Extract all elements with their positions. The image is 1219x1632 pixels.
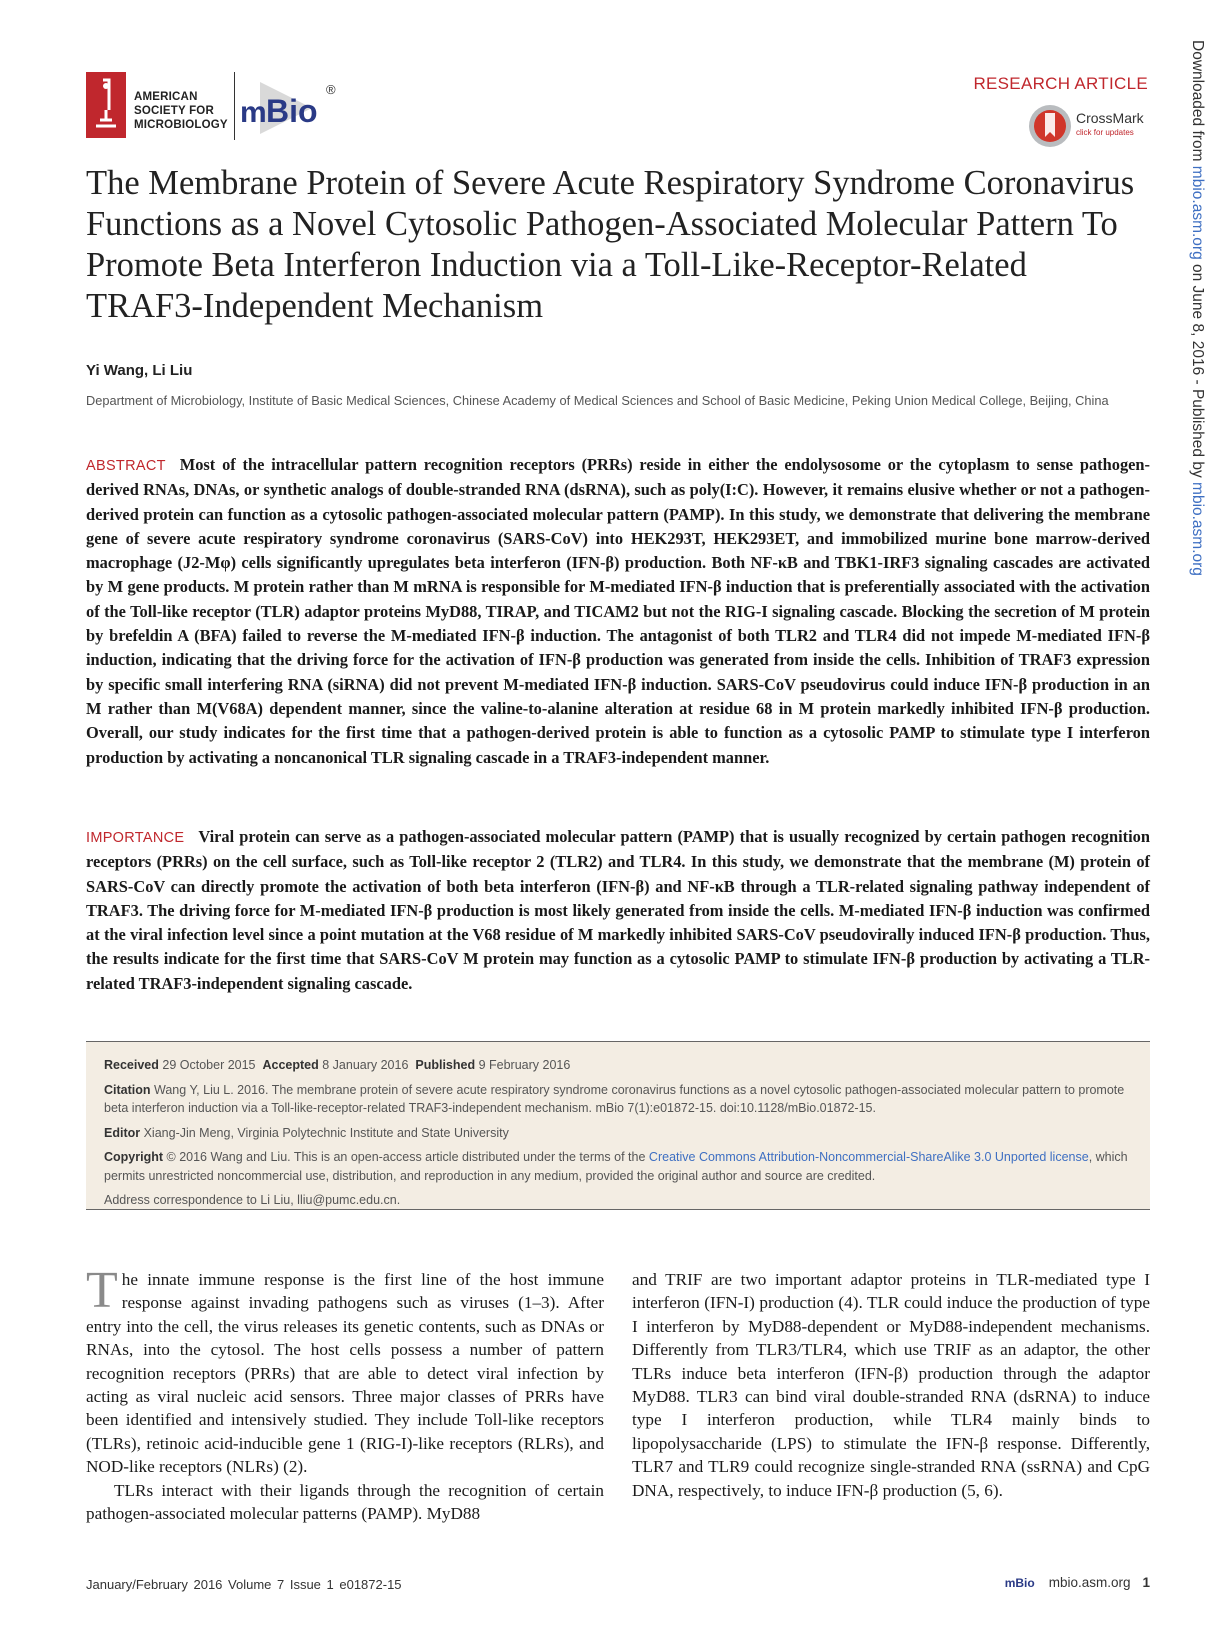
registered-mark: ® (326, 82, 336, 97)
abstract (86, 453, 1150, 770)
editor-text: Xiang-Jin Meng, Virginia Polytechnic Institute and State University (143, 1125, 509, 1140)
correspondence-row: Address correspondence to Li Liu, lliu@pumc.edu.cn. (104, 1193, 401, 1207)
editor-row (104, 1124, 1132, 1143)
mbio-logo (240, 78, 328, 141)
svg-text:m: m (240, 96, 267, 129)
accepted-date: 8 January 2016 (322, 1058, 409, 1072)
footer-right (1005, 1575, 1150, 1590)
affiliation: Department of Microbiology, Institute of Basic Medical Sciences, Chinese Academy of Medical Sciences and School of Basic Medicine, Peking Union Medical College, Beijing, China (86, 393, 1109, 408)
body-column-right (632, 1268, 1150, 1502)
citation-label: Citation (104, 1082, 151, 1097)
crossmark-sublabel[interactable]: click for updates (1076, 128, 1134, 137)
body-paragraph (86, 1262, 604, 1479)
crossmark-label[interactable]: CrossMark (1076, 110, 1144, 126)
importance (86, 825, 1150, 996)
citation-row (104, 1081, 1132, 1118)
abstract-text: Most of the intracellular pattern recognition receptors (PRRs) reside in either the endolysosome or the cytoplasm to sense pathogen-derived RNAs, DNAs, or synthetic analogs of double-stranded RNA (dsRNA), such as poly(I:C). However, it remains elusive whether or not a pathogen-derived protein can function as a cytosolic pathogen-associated molecular pattern (PAMP). In this study, we demonstrate that delivering the membrane gene of severe acute respiratory syndrome coronavirus (SARS-CoV) into HEK293T, HEK293ET, and immobilized murine bone marrow-derived macrophage (J2-Mφ) cells significantly upregulates beta interferon (IFN-β) production. Both NF-κB and TBK1-IRF3 signaling cascades are activated by M gene products. M protein rather than M mRNA is responsible for M-mediated IFN-β induction that is preferentially associated with the activation of the Toll-like receptor (TLR) adaptor proteins MyD88, TIRAP, and TICAM2 but not the RIG-I signaling cascade. Blocking the secretion of M protein by brefeldin A (BFA) failed to reverse the M-mediated IFN-β induction. The antagonist of both TLR2 and TLR4 did not impede M-mediated IFN-β induction, indicating that the driving force for the activation of IFN-β production was generated from inside the cells. Inhibition of TRAF3 expression by specific small interfering RNA (siRNA) did not prevent M-mediated IFN-β induction. SARS-CoV pseudovirus could induce IFN-β production in an M rather than M(V68A) dependent manner, since the valine-to-alanine alteration at residue 68 in M protein markedly inhibited IFN-β production. Overall, our study indicates for the first time that a pathogen-derived protein is able to function as a cytosolic PAMP to stimulate type I interferon production by activating a noncanonical TLR signaling cascade in a TRAF3-independent manner. (86, 455, 1150, 767)
footer-site[interactable]: mbio.asm.org (1048, 1575, 1131, 1590)
page-number: 1 (1142, 1575, 1150, 1590)
editor-label: Editor (104, 1125, 141, 1140)
license-link[interactable]: Creative Commons Attribution-Noncommercial-ShareAlike 3.0 Unported license (648, 1150, 1089, 1164)
download-note-middle: on June 8, 2016 - Published by (1189, 259, 1206, 483)
download-note-prefix: Downloaded from (1189, 40, 1206, 166)
copyright-row (104, 1148, 1132, 1185)
download-note (1188, 40, 1206, 576)
publisher-link[interactable]: mbio.asm.org (1189, 482, 1206, 576)
header-divider (234, 72, 235, 140)
received-label: Received (104, 1058, 159, 1072)
article-title: The Membrane Protein of Severe Acute Respiratory Syndrome Coronavirus Functions as a Novel Cytosolic Pathogen-Associated Molecular Pattern To Promote Beta Interferon Induction via a Toll-Like-Receptor-Related TRAF3-Independent Mechanism (86, 164, 1135, 325)
asm-logo (86, 72, 126, 138)
importance-label: IMPORTANCE (86, 830, 185, 846)
body-column-left (86, 1262, 604, 1525)
article-type: RESEARCH ARTICLE (973, 74, 1148, 93)
citation-text: Wang Y, Liu L. 2016. The membrane protein of severe acute respiratory syndrome coronavirus functions as a novel cytosolic pathogen-associated molecular pattern to promote beta interferon induction via a Toll-like-receptor-related TRAF3-independent mechanism. mBio 7(1):e01872-15. doi:10.1128/mBio.01872-15. (104, 1082, 1125, 1115)
issue-info: January/February 2016 Volume 7 Issue 1 e01872-15 (86, 1577, 402, 1592)
dates-row (104, 1056, 1132, 1075)
accepted-label: Accepted (262, 1058, 319, 1072)
drop-cap: T (86, 1262, 118, 1319)
society-name: AMERICAN SOCIETY FOR MICROBIOLOGY (134, 91, 228, 131)
svg-text:Bio: Bio (266, 93, 318, 129)
importance-text: Viral protein can serve as a pathogen-associated molecular pattern (PAMP) that is usually recognized by certain pathogen recognition receptors (PRRs) on the cell surface, such as Toll-like receptor 2 (TLR2) and TLR4. In this study, we demonstrate that the membrane (M) protein of SARS-CoV can directly promote the activation of both beta interferon (IFN-β) and NF-κB through a TLR-related signaling pathway independent of TRAF3. The driving force for M-mediated IFN-β production is most likely generated from inside the cells. M-mediated IFN-β induction was confirmed at the viral infection level since a point mutation at the V68 residue of M markedly inhibited SARS-CoV pseudovirally induced IFN-β production. Thus, the results indicate for the first time that SARS-CoV M protein may function as a cytosolic PAMP to stimulate IFN-β production by activating a TLR-related TRAF3-independent signaling cascade. (86, 827, 1150, 993)
authors: Yi Wang, Li Liu (86, 362, 193, 379)
footer-mbio-logo: mBio (1004, 1576, 1035, 1590)
body-paragraph: and TRIF are two important adaptor proteins in TLR-mediated type I interferon (IFN-I) production (4). TLR could induce the production of type I interferon by MyD88-dependent or MyD88-independent mechanisms. Differently from TLR3/TLR4, which use TRIF as an adaptor, the other TLRs induce beta interferon (IFN-β) production through the adaptor MyD88. TLR3 can bind viral double-stranded RNA (dsRNA) to induce type I interferon production, while TLR4 mainly binds to lipopolysaccharide (LPS) to stimulate the IFN-β response. Differently, TLR7 and TLR9 could recognize single-stranded RNA (ssRNA) and CpG DNA, respectively, to induce IFN-β production (5, 6). (632, 1270, 1150, 1500)
published-label: Published (415, 1058, 476, 1072)
copyright-text-end: , which permits unrestricted noncommercial use, distribution, and reproduction in any medium, provided the original author and source are credited. (104, 1150, 1128, 1183)
received-date: 29 October 2015 (162, 1058, 256, 1072)
copyright-text: © 2016 Wang and Liu. This is an open-access article distributed under the terms of the (166, 1150, 649, 1164)
crossmark-icon[interactable] (1028, 104, 1072, 148)
copyright-label: Copyright (104, 1150, 164, 1164)
abstract-label: ABSTRACT (86, 458, 166, 474)
article-info-box (86, 1041, 1150, 1210)
download-link[interactable]: mbio.asm.org (1189, 165, 1206, 260)
body-paragraph: TLRs interact with their ligands through the recognition of certain pathogen-associated molecular patterns (PAMP). MyD88 (86, 1480, 604, 1524)
body-paragraph-text: he innate immune response is the first line of the host immune response against invading pathogens such as viruses (1–3). After entry into the cell, the virus releases its genetic contents, such as DNAs or RNAs, into the cytosol. The host cells possess a number of pattern recognition receptors (PRRs) that are able to detect viral infection by acting as viral nucleic acid sensors. Three major classes of PRRs have been identified and intensively studied. They include Toll-like receptors (TLRs), retinoic acid-inducible gene 1 (RIG-I)-like receptors (RLRs), and NOD-like receptors (NLRs) (2). (86, 1270, 604, 1477)
published-date: 9 February 2016 (478, 1058, 571, 1072)
